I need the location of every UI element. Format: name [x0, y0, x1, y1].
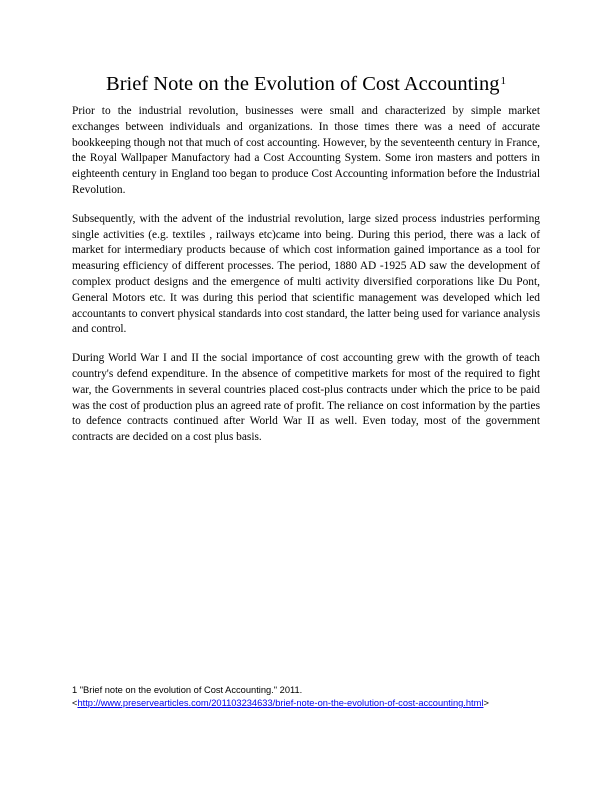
page-title [72, 70, 540, 98]
document-body [72, 104, 540, 459]
footnote-url-line [72, 697, 540, 710]
title-footnote-mark[interactable]: 1 [500, 75, 506, 87]
footnote-close-bracket: > [483, 698, 489, 708]
footnote-citation: 1 "Brief note on the evolution of Cost Accounting." 2011. [72, 685, 303, 695]
page-title-text: Brief Note on the Evolution of Cost Accounting [106, 73, 500, 95]
footnote-open-bracket: < [72, 698, 78, 708]
paragraph-2: Subsequently, with the advent of the industrial revolution, large sized process industries performing single activities (e.g. textiles , railways etc)came into being. During this period, there was a lack of market for intermediary products because of which cost information gained importance as a tool for measuring efficiency of different processes. The period, 1880 AD -1925 AD saw the development of complex product designs and the emergence of multi activity diversified corporations like Du Pont, General Motors etc. It was during this period that scientific management was developed which led accountants to convert physical standards into cost standard, the latter being used for variance analysis and control. [72, 212, 540, 336]
footnote [72, 684, 540, 710]
paragraph-1: Prior to the industrial revolution, businesses were small and characterized by simple market exchanges between individuals and organizations. In those times there was a need of accurate bookkeeping though not that much of cost accounting. However, by the seventeenth century in France, the Royal Wallpaper Manufactory had a Cost Accounting System. Some iron masters and potters in eighteenth century in England too began to produce Cost Accounting information before the Industrial Revolution. [72, 105, 541, 196]
paragraph-3: During World War I and II the social importance of cost accounting grew with the growth of teach country's defend expenditure. In the absence of competitive markets for most of the required to fight war, the Governments in several countries placed cost-plus contracts under which the price to be paid was the cost of production plus an agreed rate of profit. The reliance on cost information by the parties to defence contracts continued after World War II as well. Even today, most of the government contracts are decided on a cost plus basis. [72, 352, 540, 444]
footnote-link[interactable]: http://www.preservearticles.com/201103234633/brief-note-on-the-evolution-of-cost-accounting.html [77, 698, 484, 708]
